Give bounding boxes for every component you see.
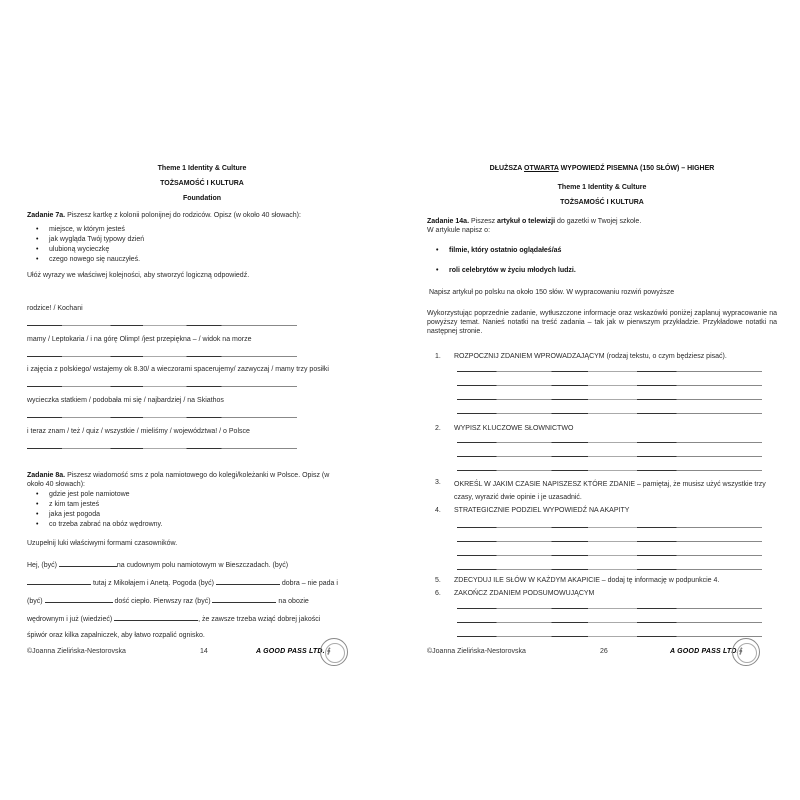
answer-line[interactable]: [457, 385, 762, 386]
page-number: 26: [600, 648, 608, 655]
worksheet-page-26: [400, 0, 800, 800]
answer-line[interactable]: [27, 356, 297, 357]
scramble-item: i teraz znam / też / quiz / wszystkie / mieliśmy / województwa! / o Polsce: [27, 428, 250, 435]
bullet-item: • co trzeba zabrać na obóz wędrowny.: [27, 520, 377, 529]
theme-title-polish: TOŻSAMOŚĆ I KULTURA: [160, 180, 244, 187]
brand-name: A GOOD PASS LTD.: [256, 648, 325, 655]
bullet-item: • czego nowego się nauczyłeś.: [27, 255, 377, 264]
bullet-item: • miejsce, w którym jesteś: [27, 225, 377, 234]
answer-line[interactable]: [457, 527, 762, 528]
task-label: Zadanie 7a.: [27, 212, 66, 219]
bullet-item: • gdzie jest pole namiotowe: [27, 490, 377, 499]
page-number: 14: [200, 648, 208, 655]
task-14a-instruction: Napisz artykuł po polsku na około 150 słów. W wypracowaniu rozwiń powyższe: [429, 289, 675, 296]
theme-title-polish: TOŻSAMOŚĆ I KULTURA: [560, 199, 644, 206]
task-7a: [27, 211, 377, 280]
answer-line[interactable]: [27, 325, 297, 326]
scramble-exercise: [27, 304, 377, 454]
bullet-item: • roli celebrytów w życiu młodych ludzi.: [427, 266, 777, 275]
answer-line[interactable]: [457, 608, 762, 609]
brand-logo-icon: ∮: [732, 638, 760, 666]
task-8a: [27, 471, 377, 548]
answer-line[interactable]: [27, 386, 297, 387]
gap-blank[interactable]: [212, 595, 276, 603]
task-8a-bullets: [27, 490, 377, 529]
brand-name: A GOOD PASS LTD.: [670, 648, 739, 655]
answer-line[interactable]: [457, 636, 762, 637]
task-14a-bullets: [427, 246, 777, 275]
task-7a-prompt: Zadanie 7a. Piszesz kartkę z kolonii polonijnej do rodziców. Opisz (w około 40 słowach):: [27, 212, 301, 219]
copyright: ©Joanna Zielińska-Nestorovska: [427, 648, 526, 655]
planning-steps: 1. ROZPOCZNIJ ZDANIEM WPROWADZAJĄCYM (rodzaj tekstu, o czym będziesz pisać). 2. WYPISZ KLUCZOWE SŁOWNICTWO 3. OKREŚL W JAKIM CZASIE NAPISZESZ KTÓRE ZDANIE – pamiętaj, że musisz użyć wszystkie trzy czasy, wyrazić dwie opinie i je uzasadnić. 4. STRATEGICZNIE PODZIEL WYPOWIEDŹ NA AKAPITY 5. ZDECYDUJ ILE SŁÓW W KAŻDYM AKAPICIE – dodaj tę informację w podpunkcie 4. 6. ZAKOŃCZ ZDANIEM PODSUMOWUJĄCYM: [427, 352, 777, 642]
bullet-item: • ulubioną wycieczkę: [27, 245, 377, 254]
answer-line[interactable]: [457, 371, 762, 372]
gap-blank[interactable]: [59, 559, 117, 567]
copyright: ©Joanna Zielińska-Nestorovska: [27, 648, 126, 655]
bullet-item: • jak wygląda Twój typowy dzień: [27, 235, 377, 244]
answer-line[interactable]: [457, 442, 762, 443]
answer-line[interactable]: [457, 399, 762, 400]
scramble-item: mamy / Leptokaria / i na górę Olimp! /jest przepiękna – / widok na morze: [27, 336, 252, 343]
theme-title: Theme 1 Identity & Culture: [157, 165, 247, 172]
task-14a-prompt: Zadanie 14a. Piszesz artykuł o telewizji do gazetki w Twojej szkole.: [427, 218, 642, 225]
planning-instruction: Wykorzystując poprzednie zadanie, wytłuszczone informacje oraz wskazówki poniżej zaplanuj wypracowanie na powyższy temat. Nanieś notatki na treść zadania – tak jak w pierwszym przykładzie. Przykładowe notatki na następnej stronie.: [427, 310, 777, 335]
gap-blank[interactable]: [27, 577, 91, 585]
answer-line[interactable]: [457, 555, 762, 556]
section-heading: DŁUŻSZA OTWARTA WYPOWIEDŹ PISEMNA (150 SŁÓW) – HIGHER: [489, 165, 715, 172]
level-label: Foundation: [182, 195, 222, 202]
gap-blank[interactable]: [216, 577, 280, 585]
task-8a-prompt: Zadanie 8a. Piszesz wiadomość sms z pola namiotowego do kolegi/koleżanki w Polsce. Opisz (w około 40 słowach):: [27, 472, 330, 488]
task-8a-instruction: Uzupełnij luki właściwymi formami czasowników.: [27, 540, 178, 547]
bullet-item: • filmie, który ostatnio oglądałeś/aś: [427, 246, 777, 255]
scramble-item: i zajęcia z polskiego/ wstajemy ok 8.30/ a wieczorami spacerujemy/ zazwyczaj / mamy trzy posiłki: [27, 366, 329, 373]
theme-title: Theme 1 Identity & Culture: [557, 184, 647, 191]
answer-line[interactable]: [27, 448, 297, 449]
scramble-item: wycieczka statkiem / podobała mi się / najbardziej / na Skiathos: [27, 397, 224, 404]
scramble-item: rodzice! / Kochani: [27, 305, 83, 312]
bullet-item: • z kim tam jesteś: [27, 500, 377, 509]
answer-line[interactable]: [27, 417, 297, 418]
brand-logo-icon: ∮: [320, 638, 348, 666]
task-14a: Zadanie 14a. Piszesz artykuł o telewizji do gazetki w Twojej szkole. W artykule napisz o: • filmie, który ostatnio oglądałeś/aś • roli celebrytów w życiu młodych ludzi. Napisz artykuł po polsku na około 150 słów. W wypracowaniu rozwiń powyższe Wykorzystując poprzednie zadanie, wytłuszczone informacje oraz wskazówki poniżej zaplanuj wypracowanie na powyższy temat. Nanieś notatki na treść zadania – tak jak w pierwszym przykładzie. Przykładowe notatki na następnej stronie.: [427, 217, 777, 336]
gap-blank[interactable]: [114, 613, 198, 621]
answer-line[interactable]: [457, 622, 762, 623]
answer-line[interactable]: [457, 470, 762, 471]
bullet-item: • jaka jest pogoda: [27, 510, 377, 519]
task-7a-instruction: Ułóż wyrazy we właściwej kolejności, aby stworzyć logiczną odpowiedź.: [27, 272, 250, 279]
answer-line[interactable]: [457, 569, 762, 570]
answer-line[interactable]: [457, 541, 762, 542]
gap-blank[interactable]: [45, 595, 113, 603]
task-label: Zadanie 8a.: [27, 472, 66, 479]
gap-fill-text: Hej, (być) na cudownym polu namiotowym w Bieszczadach. (być) tutaj z Mikołajem i Anetą. Pogoda (być) dobra – nie pada i (być) dość ciepło. Pierwszy raz (być) na obozie wędrownym i już (wiedzieć) , że zawsze trzeba wziąć dobrej jakości śpiwór oraz kilka zapalniczek, aby łatwo rozpalić ognisko.: [27, 559, 387, 649]
answer-line[interactable]: [457, 413, 762, 414]
task-7a-bullets: [27, 225, 377, 264]
answer-line[interactable]: [457, 456, 762, 457]
